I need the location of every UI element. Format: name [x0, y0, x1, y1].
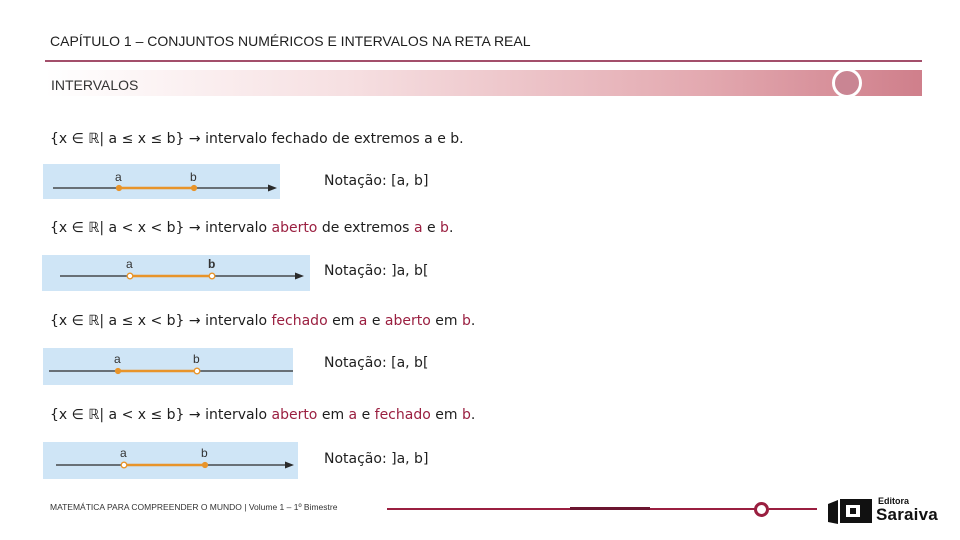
header-divider — [45, 60, 922, 62]
chapter-title: CAPÍTULO 1 – CONJUNTOS NUMÉRICOS E INTERVALOS NA RETA REAL — [50, 33, 531, 49]
definition-segment: e — [367, 313, 385, 329]
number-line-4 — [43, 442, 298, 479]
definition-segment: em — [430, 313, 462, 329]
label-a: a — [126, 257, 133, 271]
logo-small-text: Editora — [878, 496, 910, 506]
definition-segment: . — [448, 220, 454, 236]
axis-arrow — [268, 185, 277, 192]
definition-segment: e — [357, 407, 375, 423]
notation-text: Notação: [a, b] — [324, 173, 429, 189]
definition-highlight: b — [461, 313, 471, 329]
interval-definition-half-open-left — [50, 407, 475, 423]
label-b: b — [193, 352, 200, 366]
number-line-figure-4 — [43, 442, 298, 479]
notation-text: Notação: [a, b[ — [324, 355, 429, 371]
definition-segment: {x ∈ ℝ| a ≤ x < b} → intervalo — [50, 313, 272, 329]
definition-segment: . — [470, 407, 476, 423]
interval-definition-open — [50, 220, 453, 236]
label-a: a — [115, 170, 122, 184]
publisher-logo — [826, 496, 940, 526]
label-b: b — [190, 170, 197, 184]
endpoint-a-closed — [116, 185, 121, 190]
number-line-1 — [43, 164, 280, 199]
notation-4 — [324, 451, 428, 467]
definition-highlight: fechado — [271, 313, 328, 329]
interval-definition-half-open-right — [50, 313, 475, 329]
axis-arrow — [285, 462, 294, 469]
footer-line-accent — [570, 507, 650, 510]
notation-3 — [324, 355, 428, 371]
label-b: b — [201, 446, 208, 460]
notation-2 — [324, 263, 428, 279]
definition-highlight: aberto — [271, 407, 318, 423]
endpoint-b-open — [194, 368, 200, 374]
number-line-figure-2 — [42, 255, 310, 291]
definition-highlight: a — [413, 220, 423, 236]
definition-highlight: b — [461, 407, 471, 423]
endpoint-a-open — [121, 462, 127, 468]
endpoint-a-closed — [115, 368, 120, 373]
label-b: b — [208, 257, 216, 271]
label-a: a — [120, 446, 127, 460]
notation-text: Notação: ]a, b] — [324, 451, 429, 467]
endpoint-b-open — [209, 273, 215, 279]
definition-highlight: aberto — [384, 313, 431, 329]
definition-highlight: fechado — [374, 407, 431, 423]
definition-highlight: aberto — [271, 220, 318, 236]
definition-segment: em — [430, 407, 462, 423]
interval-definition-closed — [50, 131, 464, 147]
number-line-2 — [42, 255, 310, 291]
footer-text: MATEMÁTICA PARA COMPREENDER O MUNDO | Volume 1 – 1º Bimestre — [50, 502, 338, 512]
logo-big-text: Saraiva — [876, 505, 938, 524]
definition-highlight: a — [358, 313, 368, 329]
section-title: INTERVALOS — [51, 77, 139, 93]
notation-text: Notação: ]a, b[ — [324, 263, 429, 279]
footer-circle — [754, 502, 769, 517]
definition-segment: {x ∈ ℝ| a < x < b} → intervalo — [50, 220, 272, 236]
number-line-3 — [43, 348, 293, 385]
footer-line-tail — [769, 508, 817, 510]
endpoint-a-open — [127, 273, 133, 279]
number-line-figure-1 — [43, 164, 280, 199]
label-a: a — [114, 352, 121, 366]
number-line-figure-3 — [43, 348, 293, 385]
endpoint-b-closed — [191, 185, 196, 190]
notation-1 — [324, 173, 428, 189]
definition-segment: em — [317, 407, 349, 423]
definition-segment: {x ∈ ℝ| a < x ≤ b} → intervalo — [50, 407, 272, 423]
definition-segment: em — [327, 313, 359, 329]
definition-segment: e — [422, 220, 441, 236]
endpoint-b-closed — [202, 462, 207, 467]
definition-segment: de extremos — [317, 220, 414, 236]
definition-segment: . — [470, 313, 476, 329]
section-band — [45, 70, 922, 96]
definition-highlight: a — [348, 407, 358, 423]
book-icon — [826, 496, 874, 526]
axis-arrow — [295, 273, 304, 280]
definition-highlight: b — [440, 220, 449, 236]
decorative-circle — [832, 68, 862, 98]
definition-segment: {x ∈ ℝ| a ≤ x ≤ b} → intervalo fechado de extremos a e b. — [50, 131, 464, 147]
